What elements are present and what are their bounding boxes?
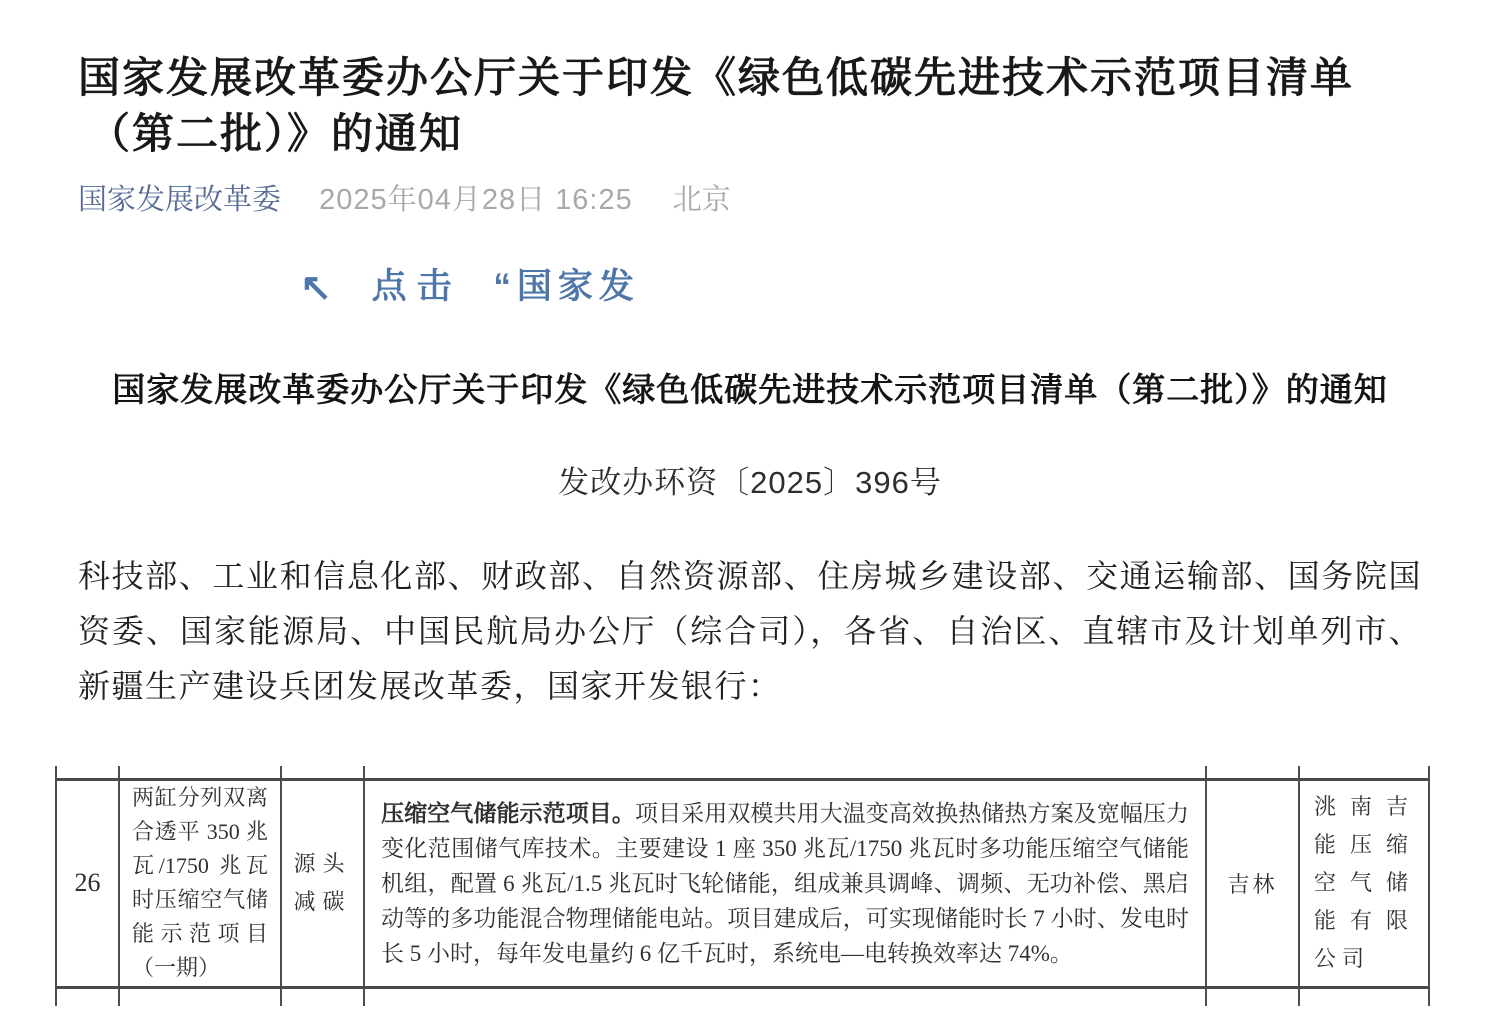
partial-cell [281,766,364,779]
project-list-table [55,766,1430,1006]
partial-cell [1206,766,1299,779]
partial-cell [281,987,364,1006]
table-row-partial-top [56,766,1429,779]
follow-banner-click-text: 点击 [371,267,462,306]
cell-project-name: 两缸分列双离合透平 350 兆瓦/1750 兆瓦时压缩空气储能示范项目（一期） [119,779,281,987]
partial-cell [364,987,1206,1006]
table-row [56,779,1429,987]
description-lead: 压缩空气储能示范项目。 [381,800,635,826]
cell-pathway: 源头减碳 [281,779,364,987]
account-name-link[interactable]: 国家发展改革委 [78,184,282,216]
partial-cell [1299,987,1429,1006]
cell-province: 吉林 [1206,779,1299,987]
cell-description [364,779,1206,987]
publish-location: 北京 [672,184,731,216]
publish-date: 2025年04月28日 16:25 [319,184,633,216]
document-number: 发改办环资〔2025〕396号 [558,465,942,500]
partial-cell [56,987,119,1006]
partial-cell [56,766,119,779]
description-body: 项目采用双模共用大温变高效换热储热方案及宽幅压力变化范围储气库技术。主要建设 1 座 350 兆瓦/1750 兆瓦时多功能压缩空气储能机组，配置 6 兆瓦/1.5 兆瓦时飞轮储能，组成兼具调峰、调频、无功补偿、黑启动等的多功能混合物理储能电站。项目建成后，可实现储能时长 7 小时、发电时长 5 小时，每年发电量约 6 亿千瓦时，系统电—电转换效率达 74%。 [381,800,1190,966]
partial-cell [119,766,281,779]
page-title-line-1: 国家发展改革委办公厅关于印发《绿色低碳先进技术示范项目清单 [78,54,1355,101]
follow-banner[interactable] [78,262,1422,311]
recipients-paragraph: 科技部、工业和信息化部、财政部、自然资源部、住房城乡建设部、交通运输部、国务院国资委、国家能源局、中国民航局办公厅（综合司），各省、自治区、直辖市及计划单列市、新疆生产建设兵团发展改革委，国家开发银行： [78,558,1422,704]
page-title-line-2: （第二批）》的通知 [88,110,464,157]
partial-cell [119,987,281,1006]
arrow-up-left-icon: ↖ [300,267,332,309]
article-meta [78,180,1422,220]
partial-cell [1206,987,1299,1006]
page-title [78,50,1422,162]
cell-company: 洮南吉能压缩空气储能有限公司 [1299,779,1429,987]
cell-project-number: 26 [56,779,119,987]
partial-cell [364,766,1206,779]
notice-heading: 国家发展改革委办公厅关于印发《绿色低碳先进技术示范项目清单（第二批）》的通知 [112,371,1388,408]
follow-banner-quote-text: “国家发 [493,267,640,306]
partial-cell [1299,766,1429,779]
table-row-partial-bottom [56,987,1429,1006]
